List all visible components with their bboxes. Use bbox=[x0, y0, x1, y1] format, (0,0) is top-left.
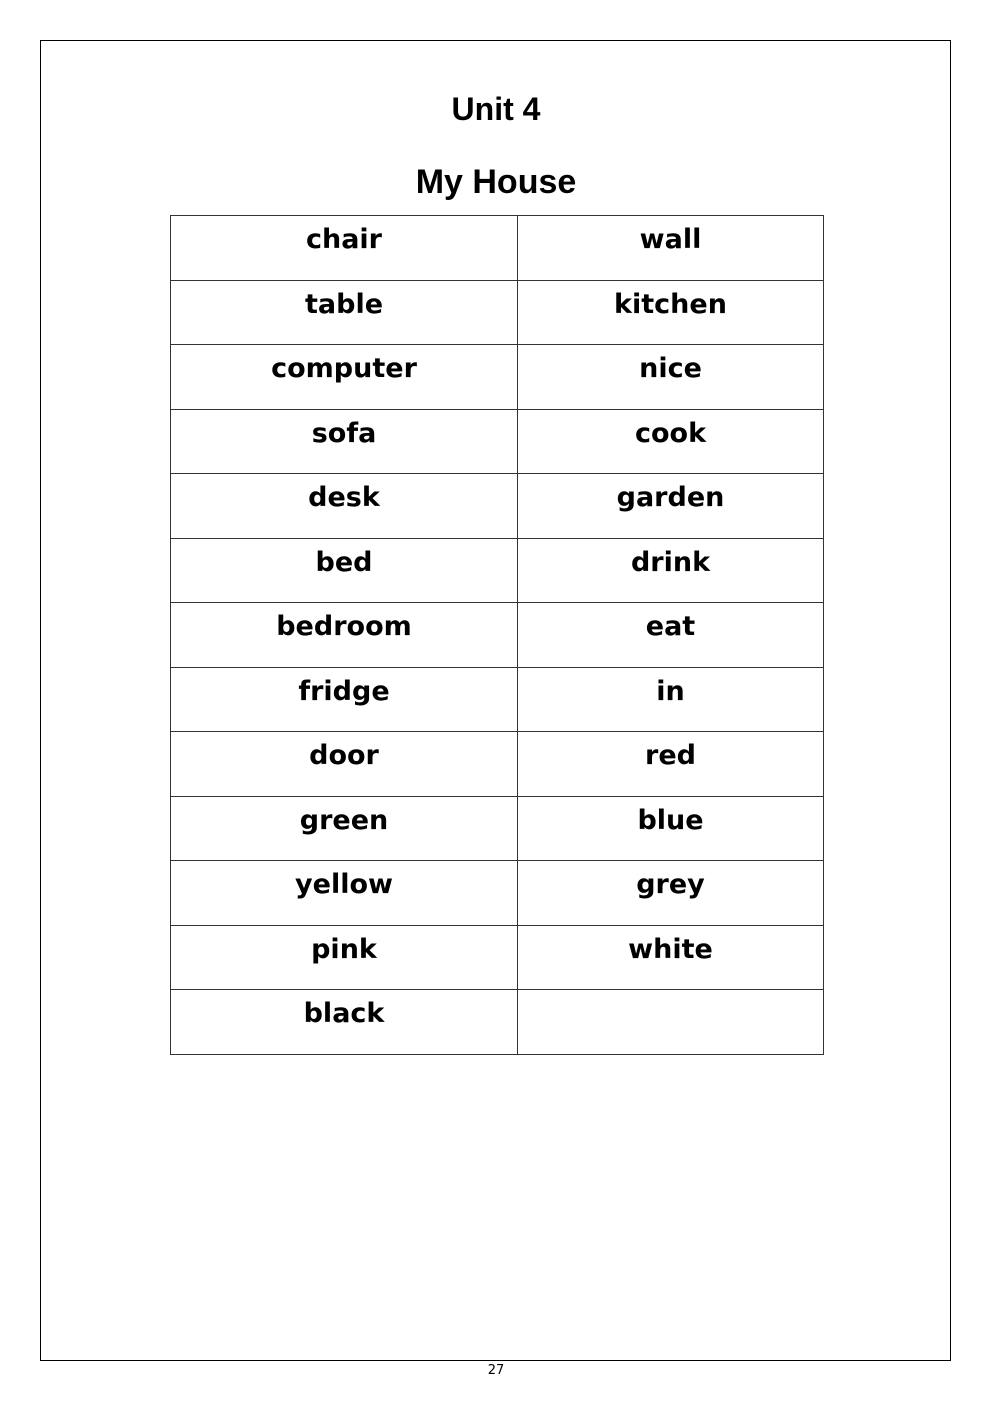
vocabulary-cell bbox=[518, 345, 824, 410]
vocabulary-word: grey bbox=[636, 869, 705, 900]
vocabulary-cell bbox=[171, 538, 518, 603]
table-row bbox=[171, 409, 824, 474]
vocabulary-cell bbox=[518, 667, 824, 732]
vocabulary-word: drink bbox=[630, 546, 711, 578]
vocabulary-cell bbox=[171, 667, 518, 732]
vocabulary-word: bedroom bbox=[276, 611, 412, 642]
vocabulary-cell bbox=[518, 925, 824, 990]
vocabulary-cell bbox=[518, 990, 824, 1055]
vocabulary-word: red bbox=[645, 740, 696, 771]
table-row bbox=[171, 861, 824, 926]
vocabulary-word: in bbox=[656, 675, 685, 707]
vocabulary-word: eat bbox=[645, 611, 696, 642]
vocabulary-cell bbox=[171, 925, 518, 990]
vocabulary-word: desk bbox=[308, 482, 380, 513]
vocabulary-word: fridge bbox=[298, 675, 390, 707]
table-row bbox=[171, 216, 824, 281]
vocabulary-cell bbox=[518, 732, 824, 797]
vocabulary-cell bbox=[171, 603, 518, 668]
vocabulary-cell bbox=[171, 861, 518, 926]
vocabulary-word: bed bbox=[315, 546, 373, 578]
page-number: 27 bbox=[487, 1363, 505, 1378]
vocabulary-cell bbox=[518, 216, 824, 281]
table-row bbox=[171, 732, 824, 797]
vocabulary-cell bbox=[518, 538, 824, 603]
vocabulary-word: black bbox=[303, 998, 385, 1029]
vocabulary-cell bbox=[171, 474, 518, 539]
vocabulary-word: kitchen bbox=[614, 288, 727, 320]
vocabulary-cell bbox=[171, 796, 518, 861]
vocabulary-word: table bbox=[304, 288, 384, 320]
table-row bbox=[171, 667, 824, 732]
vocabulary-word: computer bbox=[271, 353, 417, 384]
vocabulary-word: door bbox=[309, 740, 379, 771]
vocabulary-word: wall bbox=[639, 224, 702, 255]
vocabulary-word: nice bbox=[639, 353, 702, 384]
vocabulary-cell bbox=[171, 345, 518, 410]
vocabulary-cell bbox=[171, 990, 518, 1055]
vocabulary-cell bbox=[518, 280, 824, 345]
vocabulary-cell bbox=[171, 732, 518, 797]
table-row bbox=[171, 796, 824, 861]
table-row bbox=[171, 280, 824, 345]
vocabulary-cell bbox=[518, 409, 824, 474]
vocabulary-word: green bbox=[299, 804, 389, 836]
vocabulary-cell bbox=[171, 280, 518, 345]
vocabulary-word: sofa bbox=[311, 417, 377, 449]
vocabulary-word: garden bbox=[616, 482, 725, 513]
table-row bbox=[171, 474, 824, 539]
vocabulary-word: white bbox=[628, 933, 713, 965]
vocabulary-cell bbox=[518, 796, 824, 861]
table-row bbox=[171, 603, 824, 668]
table-row bbox=[171, 538, 824, 603]
table-row bbox=[171, 925, 824, 990]
vocabulary-table bbox=[170, 215, 824, 1055]
vocabulary-cell bbox=[518, 603, 824, 668]
vocabulary-word: chair bbox=[305, 224, 383, 255]
table-row bbox=[171, 990, 824, 1055]
vocabulary-word: pink bbox=[311, 933, 377, 965]
page-title: My House bbox=[415, 163, 577, 201]
vocabulary-cell bbox=[171, 409, 518, 474]
vocabulary-word: blue bbox=[637, 804, 704, 836]
table-row bbox=[171, 345, 824, 410]
vocabulary-cell bbox=[171, 216, 518, 281]
vocabulary-cell bbox=[518, 474, 824, 539]
vocabulary-word: yellow bbox=[295, 869, 393, 900]
vocabulary-table-body bbox=[171, 216, 824, 1055]
vocabulary-word: cook bbox=[634, 417, 707, 449]
vocabulary-cell bbox=[518, 861, 824, 926]
unit-heading: Unit 4 bbox=[451, 91, 541, 127]
